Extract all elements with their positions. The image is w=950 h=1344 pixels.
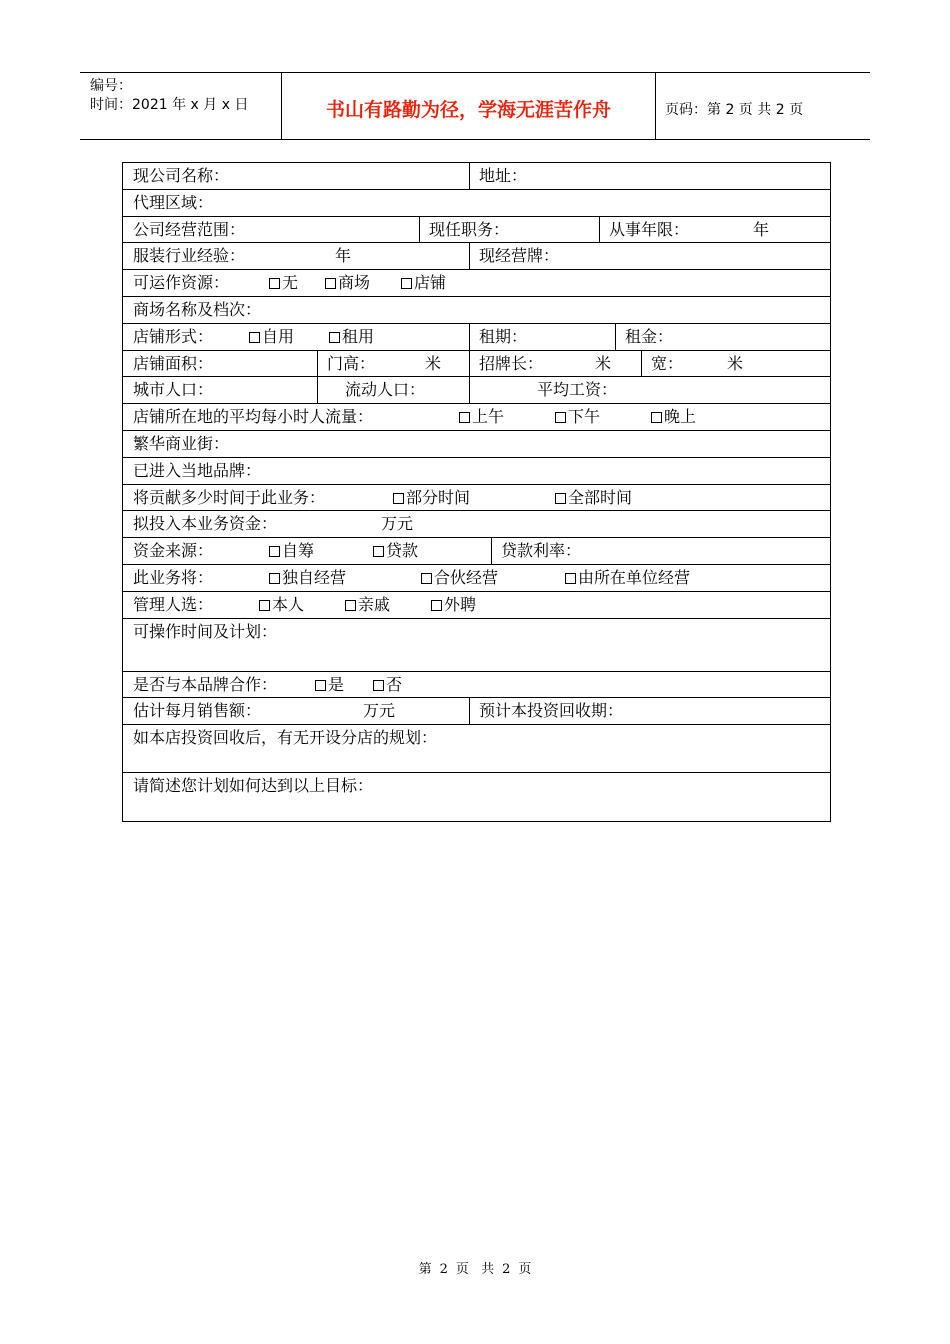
form-row bbox=[123, 190, 830, 217]
cooperation-label: 是否与本品牌合作： bbox=[133, 674, 278, 694]
goal-plan-field[interactable]: 请简述您计划如何达到以上目标： bbox=[133, 776, 374, 796]
checkbox-icon bbox=[345, 600, 356, 611]
checkbox-icon bbox=[401, 278, 412, 289]
form-row bbox=[123, 270, 830, 297]
option-own-use[interactable]: 自用 bbox=[249, 327, 294, 347]
checkbox-icon bbox=[459, 412, 470, 423]
number-label: 编号： bbox=[90, 78, 132, 94]
loan-rate-field[interactable]: 贷款利率： bbox=[501, 541, 582, 561]
manager-label: 管理人选： bbox=[133, 594, 214, 614]
time-commitment-label: 将贡献多少时间于此业务： bbox=[133, 487, 326, 507]
funding-source-label: 资金来源： bbox=[133, 541, 214, 561]
checkbox-icon bbox=[421, 573, 432, 584]
form-row bbox=[123, 243, 830, 270]
checkbox-icon bbox=[555, 412, 566, 423]
sign-length-unit: 米 bbox=[595, 353, 612, 373]
payback-period-field[interactable]: 预计本投资回收期： bbox=[479, 701, 624, 721]
lease-term-field[interactable]: 租期： bbox=[479, 326, 528, 346]
option-morning[interactable]: 上午 bbox=[459, 407, 504, 427]
monthly-sales-field[interactable]: 估计每月销售额： bbox=[133, 701, 262, 721]
header-page-number: 页码：第 2 页 共 2 页 bbox=[665, 102, 804, 118]
form-row bbox=[123, 619, 830, 672]
business-scope-field[interactable]: 公司经营范围： bbox=[133, 219, 246, 239]
monthly-sales-unit: 万元 bbox=[363, 701, 396, 721]
option-partnership[interactable]: 合伙经营 bbox=[421, 568, 498, 588]
form-row bbox=[123, 377, 830, 404]
checkbox-icon bbox=[373, 680, 384, 691]
form-row bbox=[123, 351, 830, 378]
form-row bbox=[123, 297, 830, 324]
header-divider bbox=[655, 73, 656, 139]
experience-unit: 年 bbox=[335, 246, 352, 266]
page-header bbox=[80, 72, 870, 140]
region-field[interactable]: 代理区域： bbox=[133, 192, 214, 212]
form-row bbox=[123, 565, 830, 592]
mall-name-field[interactable]: 商场名称及档次： bbox=[133, 299, 262, 319]
floating-population-field[interactable]: 流动人口： bbox=[345, 380, 426, 400]
checkbox-icon bbox=[325, 278, 336, 289]
option-self[interactable]: 本人 bbox=[259, 595, 304, 615]
form-row bbox=[123, 725, 830, 773]
average-wage-field[interactable]: 平均工资： bbox=[537, 380, 618, 400]
option-mall[interactable]: 商场 bbox=[325, 273, 370, 293]
option-store[interactable]: 店铺 bbox=[401, 273, 446, 293]
form-row bbox=[123, 431, 830, 458]
checkbox-icon bbox=[269, 573, 280, 584]
form-row bbox=[123, 511, 830, 538]
option-self-funded[interactable]: 自筹 bbox=[269, 541, 314, 561]
checkbox-icon bbox=[259, 600, 270, 611]
form-row bbox=[123, 404, 830, 431]
option-rent[interactable]: 租用 bbox=[329, 327, 374, 347]
checkbox-icon bbox=[565, 573, 576, 584]
checkbox-icon bbox=[315, 680, 326, 691]
apparel-experience-field[interactable]: 服装行业经验： bbox=[133, 246, 246, 266]
form-row bbox=[123, 538, 830, 565]
total-pages: 2 bbox=[502, 1262, 511, 1277]
form-row bbox=[123, 592, 830, 619]
option-evening[interactable]: 晚上 bbox=[651, 407, 696, 427]
door-height-field[interactable]: 门高： bbox=[327, 353, 376, 373]
checkbox-icon bbox=[269, 278, 280, 289]
rent-field[interactable]: 租金： bbox=[625, 326, 674, 346]
position-field[interactable]: 现任职务： bbox=[429, 219, 510, 239]
option-unit[interactable]: 由所在单位经营 bbox=[565, 568, 690, 588]
sign-length-field[interactable]: 招牌长： bbox=[479, 353, 544, 373]
form-row bbox=[123, 324, 830, 351]
option-full-time[interactable]: 全部时间 bbox=[555, 488, 632, 508]
checkbox-icon bbox=[555, 493, 566, 504]
form-row bbox=[123, 485, 830, 512]
door-height-unit: 米 bbox=[425, 353, 442, 373]
foot-traffic-label: 店铺所在地的平均每小时人流量： bbox=[133, 407, 374, 427]
application-form bbox=[122, 162, 831, 822]
option-no[interactable]: 否 bbox=[373, 675, 402, 695]
checkbox-icon bbox=[329, 332, 340, 343]
option-afternoon[interactable]: 下午 bbox=[555, 407, 600, 427]
checkbox-icon bbox=[249, 332, 260, 343]
investment-unit: 万元 bbox=[381, 514, 414, 534]
header-motto: 书山有路勤为径，学海无涯苦作舟 bbox=[325, 99, 611, 121]
current-page: 2 bbox=[439, 1262, 448, 1277]
operation-mode-label: 此业务将： bbox=[133, 567, 214, 587]
years-unit: 年 bbox=[753, 219, 770, 239]
address-field[interactable]: 地址： bbox=[479, 166, 528, 185]
store-area-field[interactable]: 店铺面积： bbox=[133, 353, 214, 373]
years-field[interactable]: 从事年限： bbox=[609, 219, 690, 239]
option-part-time[interactable]: 部分时间 bbox=[393, 488, 470, 508]
operation-plan-field[interactable]: 可操作时间及计划： bbox=[133, 621, 278, 641]
checkbox-icon bbox=[393, 493, 404, 504]
form-row bbox=[123, 672, 830, 699]
form-row bbox=[123, 458, 830, 485]
commercial-street-field[interactable]: 繁华商业街： bbox=[133, 433, 230, 453]
option-loan[interactable]: 贷款 bbox=[373, 541, 418, 561]
checkbox-icon bbox=[651, 412, 662, 423]
city-population-field[interactable]: 城市人口： bbox=[133, 380, 214, 400]
form-row bbox=[123, 163, 830, 190]
resources-label: 可运作资源： bbox=[133, 273, 230, 293]
option-yes[interactable]: 是 bbox=[315, 675, 344, 695]
form-row bbox=[123, 773, 830, 821]
current-brand-field[interactable]: 现经营牌： bbox=[479, 246, 560, 266]
sign-width-field[interactable]: 宽： bbox=[651, 353, 684, 373]
option-relative[interactable]: 亲戚 bbox=[345, 595, 390, 615]
sign-width-unit: 米 bbox=[727, 353, 744, 373]
investment-field[interactable]: 拟投入本业务资金： bbox=[133, 514, 278, 534]
option-sole[interactable]: 独自经营 bbox=[269, 568, 346, 588]
page-footer: 第 2 页 共 2 页 bbox=[418, 1262, 532, 1277]
date-label: 时间：2021 年 x 月 x 日 bbox=[90, 97, 249, 113]
company-name-field[interactable]: 现公司名称： bbox=[133, 166, 230, 185]
branch-plan-field[interactable]: 如本店投资回收后，有无开设分店的规划： bbox=[133, 728, 438, 748]
checkbox-icon bbox=[373, 546, 384, 557]
checkbox-icon bbox=[269, 546, 280, 557]
local-brands-field[interactable]: 已进入当地品牌： bbox=[133, 460, 262, 480]
checkbox-icon bbox=[431, 600, 442, 611]
form-row bbox=[123, 698, 830, 725]
form-row bbox=[123, 217, 830, 244]
option-none[interactable]: 无 bbox=[269, 273, 298, 293]
store-type-label: 店铺形式： bbox=[133, 326, 214, 346]
option-external[interactable]: 外聘 bbox=[431, 595, 476, 615]
header-meta bbox=[90, 77, 248, 115]
